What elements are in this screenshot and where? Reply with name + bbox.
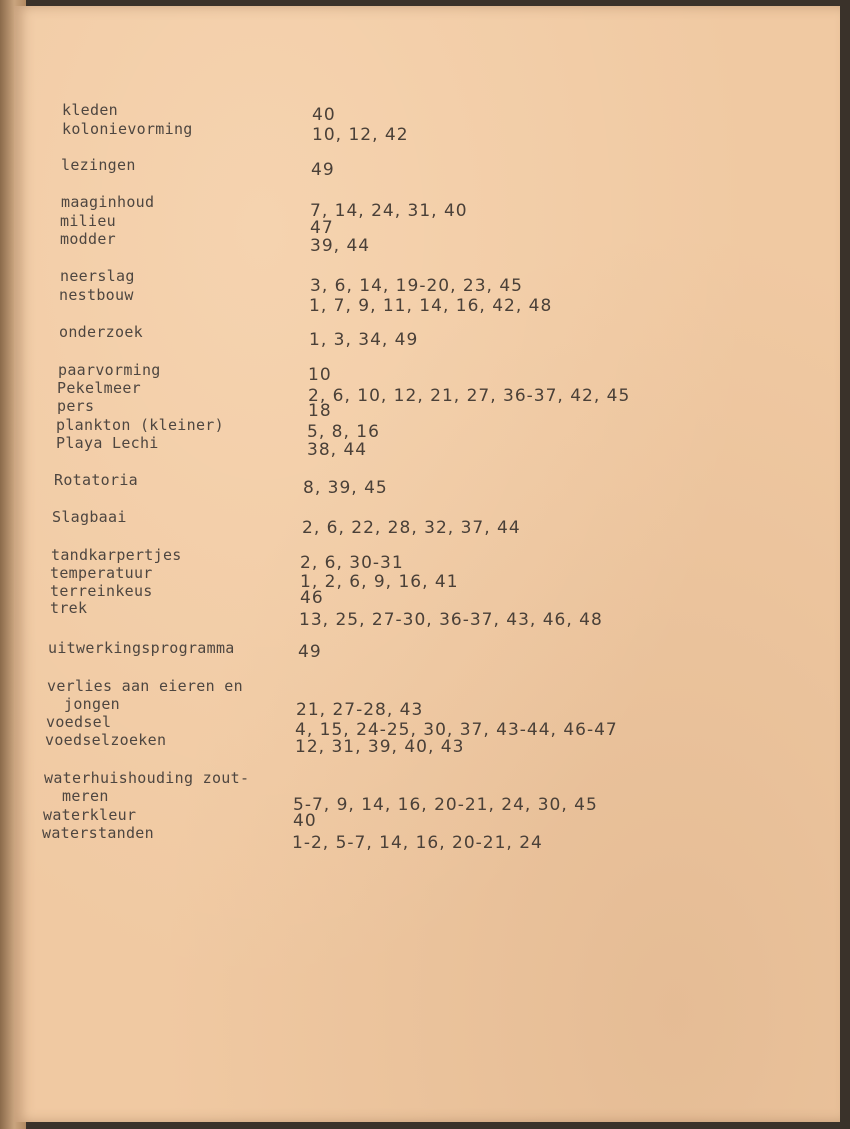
index-pages: 2, 6, 22, 28, 32, 37, 44 (302, 518, 521, 538)
index-pages: 38, 44 (307, 440, 368, 460)
index-term: terreinkeus (50, 582, 153, 600)
index-term: jongen (64, 695, 120, 713)
index-page[interactable] (14, 6, 840, 1122)
index-pages: 49 (311, 160, 335, 180)
index-pages: 21, 27-28, 43 (296, 700, 424, 720)
index-pages: 49 (298, 642, 322, 662)
index-term: trek (50, 599, 88, 617)
index-pages: 5, 8, 16 (307, 422, 380, 442)
index-term: waterstanden (42, 824, 154, 842)
index-pages: 3, 6, 14, 19-20, 23, 45 (310, 276, 523, 296)
index-term: tandkarpertjes (51, 546, 182, 564)
index-term: uitwerkingsprogramma (48, 639, 235, 657)
index-pages: 7, 14, 24, 31, 40 (310, 201, 468, 221)
index-pages: 5-7, 9, 14, 16, 20-21, 24, 30, 45 (293, 795, 598, 815)
index-pages: 13, 25, 27-30, 36-37, 43, 46, 48 (299, 610, 603, 630)
index-term: milieu (60, 212, 116, 230)
index-pages: 4, 15, 24-25, 30, 37, 43-44, 46-47 (295, 720, 618, 740)
index-term: Slagbaai (52, 508, 127, 526)
index-term: voedselzoeken (45, 731, 167, 749)
index-pages: 8, 39, 45 (303, 478, 388, 498)
index-term: Rotatoria (54, 471, 138, 489)
index-pages: 47 (310, 218, 334, 238)
index-term: Pekelmeer (57, 379, 141, 397)
index-term: lezingen (61, 156, 136, 174)
index-term: modder (60, 230, 116, 248)
index-term: neerslag (60, 267, 135, 285)
index-pages: 39, 44 (310, 236, 371, 256)
index-pages: 10 (308, 365, 332, 385)
index-pages: 2, 6, 10, 12, 21, 27, 36-37, 42, 45 (308, 386, 631, 406)
index-term: verlies aan eieren en (47, 677, 243, 695)
index-term: onderzoek (59, 323, 143, 341)
index-term: voedsel (46, 713, 112, 731)
index-term: temperatuur (50, 564, 153, 582)
index-term: kolonievorming (62, 120, 193, 138)
index-pages: 1, 3, 34, 49 (309, 330, 419, 350)
index-term: pers (57, 397, 95, 415)
index-pages: 40 (312, 105, 336, 125)
index-pages: 12, 31, 39, 40, 43 (295, 737, 465, 757)
index-term: nestbouw (59, 286, 134, 304)
index-term: maaginhoud (61, 193, 155, 211)
index-term: waterkleur (43, 806, 137, 824)
index-pages: 40 (293, 811, 317, 831)
index-term: plankton (kleiner) (56, 416, 224, 434)
index-term: kleden (62, 101, 118, 119)
index-pages: 1, 2, 6, 9, 16, 41 (300, 572, 459, 592)
index-pages: 1, 7, 9, 11, 14, 16, 42, 48 (309, 296, 553, 316)
index-term: Playa Lechi (56, 434, 159, 452)
index-pages: 18 (308, 401, 332, 421)
index-pages: 1-2, 5-7, 14, 16, 20-21, 24 (292, 833, 543, 853)
index-pages: 10, 12, 42 (312, 125, 409, 145)
index-pages: 2, 6, 30-31 (300, 553, 404, 573)
index-pages: 46 (300, 588, 324, 608)
index-term: paarvorming (58, 361, 161, 379)
index-term: meren (62, 787, 109, 805)
index-term: waterhuishouding zout- (44, 769, 250, 787)
